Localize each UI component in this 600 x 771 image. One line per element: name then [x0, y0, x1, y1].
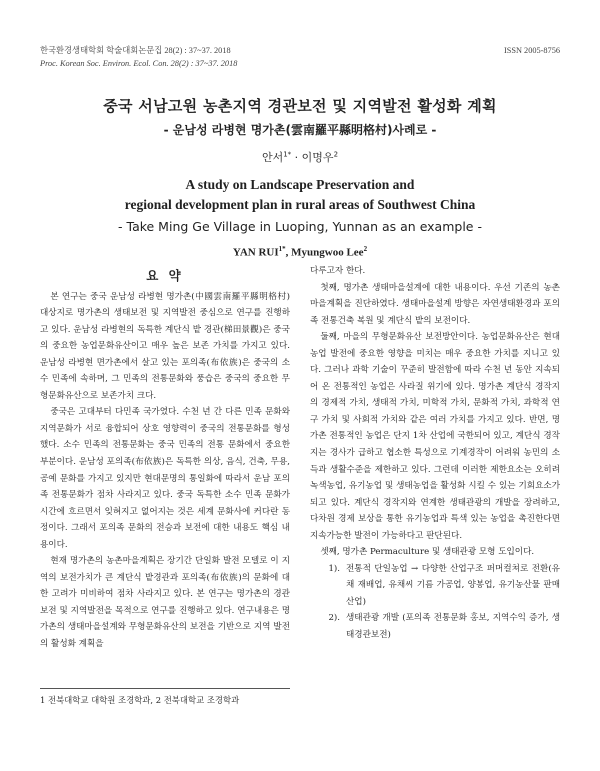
journal-citation-en: Proc. Korean Soc. Environ. Ecol. Con. 28(2) : 37~37. 2018 — [40, 59, 238, 68]
abstract-paragraph-3-continued: 다루고자 한다. — [310, 266, 366, 276]
author-1-ko: 안서 — [261, 151, 284, 164]
title-english-line-2: regional development plan in rural areas of Southwest China — [124, 197, 476, 212]
issn: ISSN 2005-8756 — [503, 46, 560, 55]
author-2-en: , Myungwoo Lee — [285, 246, 364, 259]
abstract-paragraph-4: 첫째, 명가촌 생태마을설계에 대한 내용이다. 우선 기존의 농촌마을계획을 진단하였다. 생태마을설계 방향은 자연생태환경과 포의족 전통건축 복원 및 계단식 밭의 보전이다. — [310, 282, 560, 326]
author-1-en: YAN RUI — [232, 246, 279, 259]
list-item-text: 전통적 단일농업 → 다양한 산업구조 퍼머컬쳐로 전환(유채 재배업, 유채씨 기름 가공업, 양봉업, 유기농산물 판매 산업) — [346, 563, 560, 607]
author-2-ko: · 이명우 — [291, 151, 334, 164]
author-2-ko-sup: 2 — [333, 150, 339, 159]
list-item-number: 2). — [328, 613, 340, 624]
subtitle-english: - Take Ming Ge Village in Luoping, Yunnan as an example - — [118, 219, 482, 234]
abstract-paragraph-3: 현재 명가촌의 농촌마을계획은 장기간 단일화 발전 모델로 이 지역의 보전가치가 큰 계단식 밭경관과 포의족(布依族)의 문화에 대한 고려가 미비하여 점차 사라지고 있다. 본 연구는 명가촌의 경관보전 및 지역발전을 목적으로 연구를 진행하고 있다. 연구내용은 명가촌의 생태마을설계와 무형문화유산의 보전을 기반으로 지역 발전의 활성화 계획을 — [40, 556, 290, 650]
authors-english — [0, 245, 600, 259]
author-1-en-sup: 1* — [278, 245, 286, 253]
list-item — [310, 610, 560, 643]
abstract-paragraph-2: 중국은 고대부터 다민족 국가였다. 수천 년 간 다른 민족 문화와 지역문화가 서로 융합되어 상호 영향력이 중국의 전통문화를 형성했다. 소수 민족의 전통문화는 중국 민족의 전통 문화에서 중요한 부분이다. 운남성 포의족(布依族)은 독특한 의상, 음식, 건축, 무용, 공예 문화를 가지고 있지만 현대문명의 통일화에 따라서 운남 포의족 전통문화가 점차 사라지고 있다. 중국 독특한 소수 민족 문화가 시간에 흐르면서 잊혀지고 없어지는 것은 세계 문화사에 커다란 동정이다. 그래서 포의족 문화의 전승과 보전에 대한 내용도 핵심 내용이다. — [40, 407, 290, 550]
right-column — [310, 263, 560, 644]
list-item-number: 1). — [328, 563, 340, 574]
author-1-ko-sup: 1* — [283, 150, 292, 159]
list-item-text: 생태관광 개발 (포의족 전통문화 홍보, 지역수익 증가, 생태경관보전) — [346, 613, 560, 641]
author-2-en-sup: 2 — [363, 245, 368, 253]
permaculture-list — [310, 561, 560, 644]
authors-korean — [0, 149, 600, 165]
title-korean: 중국 서남고원 농촌지역 경관보전 및 지역발전 활성화 계획 — [103, 97, 497, 115]
abstract-paragraph-6: 셋째, 명가촌 Permaculture 및 생태관광 모형 도입이다. — [320, 547, 535, 558]
title-english-line-1: A study on Landscape Preservation and — [185, 177, 415, 192]
abstract-paragraph-1: 본 연구는 중국 운남성 라병현 명가촌(中國雲南羅平縣明格村) 대상지로 명가촌의 생태보전 및 지역발전 중심으로 연구를 진행하고 있다. 운남성 라병현의 독특한 계단식 밭 경관(梯田景觀)은 중국의 중요한 농업문화유산이고 매우 높은 보존 가치를 가지고 있다. 운남성 라병현 면가촌에서 살고 있는 포의족(布依族)은 중국의 소수 민족에 속하며, 그 민족의 전통문화와 풍습은 중국의 중요한 무형문화유산으로 보존가치 크다. — [40, 291, 290, 401]
subtitle-korean: - 운남성 라병현 명가촌(雲南羅平縣明格村)사례로 - — [163, 123, 437, 137]
abstract-heading: 요 약 — [146, 268, 184, 283]
journal-header — [40, 44, 560, 70]
journal-citation-ko: 한국환경생태학회 학술대회논문집 28(2) : 37~37. 2018 — [40, 46, 231, 55]
list-item — [310, 561, 560, 611]
footnote-divider — [40, 688, 290, 689]
left-column — [40, 266, 290, 653]
footnote: 1 전북대학교 대학원 조경학과, 2 전북대학교 조경학과 — [40, 695, 240, 705]
abstract-paragraph-5: 둘째, 마을의 무형문화유산 보전방안이다. 농업문화유산은 현대 농업 발전에 중요한 영향을 미치는 매우 중요한 가치를 지니고 있다. 그러나 과학 기술이 꾸준히 발전함에 따라 수천 년 동안 지속되어 온 전통적인 농업은 사라질 위기에 있다. 명가촌 계단식 경작지의 경제적 가치, 생태적 가치, 미학적 가치, 문화적 가치, 과학적 연구 가치 및 사회적 가치와 같은 여러 가치를 가지고 있다. 반면, 명가촌 전통적인 농업은 단지 1차 산업에 국한되어 있고, 계단식 경작지는 경사가 급하고 협소한 특성으로 기계경작이 어려워 농민의 소득과 생활수준을 제한하고 있다. 그런데 이러한 제한요소는 오히려 녹색농업, 유기농업 및 생태농업을 활성화 시킬 수 있는 기회요소가 되고 있다. 계단식 경작지와 연계한 생태관광의 개발을 장려하고, 다차원 경제 보상을 통한 유기농업과 특색 있는 농업을 촉진한다면 지속가능한 발전이 가능하다고 판단된다. — [310, 332, 560, 541]
